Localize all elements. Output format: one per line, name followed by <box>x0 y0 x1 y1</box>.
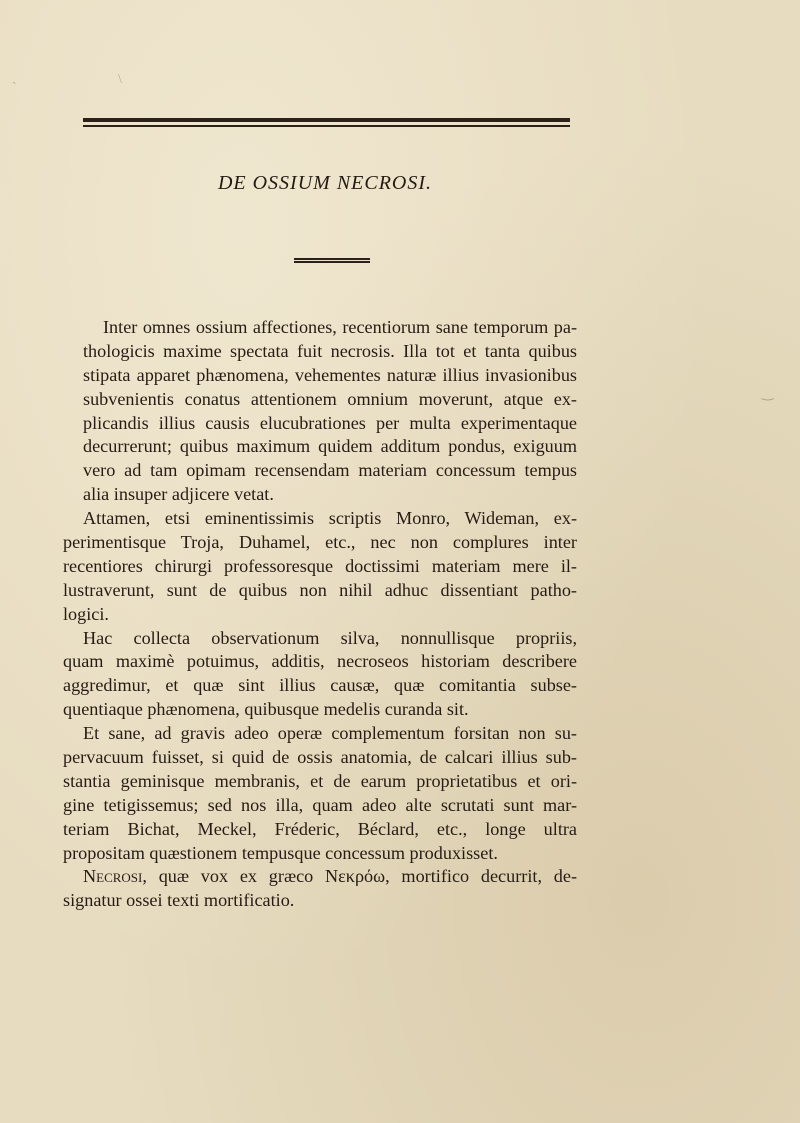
text-line: quam maximè potuimus, additis, necroseos historiam describere <box>63 651 577 672</box>
text-line: Inter omnes ossium affectiones, recentiorum sane temporum pa- <box>103 317 577 337</box>
text-line: decurrerunt; quibus maximum quidem additum pondus, exiguum <box>83 436 577 457</box>
page-speck: ˎ <box>12 70 17 85</box>
paragraph-4 <box>63 722 577 865</box>
text-line: Hac collecta observationum silva, nonnullisque propriis, <box>83 627 577 648</box>
text-line: thologicis maxime spectata fuit necrosis. Illa tot et tanta quibus <box>83 340 577 361</box>
text-line: perimentisque Troja, Duhamel, etc., nec non complures inter <box>63 532 577 553</box>
text-line: stipata apparet phænomena, vehementes naturæ illius invasionibus <box>83 364 577 385</box>
text-line: plicandis illius causis elucubrationes per multa experimentaque <box>83 412 577 433</box>
text-line: vero ad tam opimam recensendam materiam concessum tempus <box>83 460 577 481</box>
text-line: gine tetigissemus; sed nos illa, quam adeo alte scrutati sunt mar- <box>63 794 577 815</box>
page-title: DE OSSIUM NECROSI. <box>217 172 433 194</box>
lead-term: Necrosi <box>83 866 143 887</box>
text-line: lustraverunt, sunt de quibus non nihil adhuc dissentiant patho- <box>63 579 577 600</box>
body-text <box>63 316 577 913</box>
text-line: Et sane, ad gravis adeo operæ complementum forsitan non su- <box>83 723 577 744</box>
text-line: recentiores chirurgi professoresque doctissimi materiam mere il- <box>63 555 577 576</box>
paragraph-5 <box>63 865 577 913</box>
page-speck: \ <box>118 72 122 87</box>
text-line: signatur ossei texti mortificatio. <box>63 890 295 911</box>
text-line: teriam Bichat, Meckel, Fréderic, Béclard, etc., longe ultra <box>63 818 577 839</box>
text-line: pervacuum fuisset, si quid de ossis anatomia, de calcari illius sub- <box>63 747 577 768</box>
text-line: subvenientis conatus attentionem omnium moverunt, atque ex- <box>83 388 577 409</box>
text-line: quentiaque phænomena, quibusque medelis curanda sit. <box>63 699 469 720</box>
text-line <box>63 865 577 889</box>
text-line: propositam quæstionem tempusque concessum produxisset. <box>63 842 498 863</box>
text-line: logici. <box>63 603 109 624</box>
header-rule-thick <box>83 118 570 122</box>
paragraph-1 <box>63 316 577 507</box>
text-line: stantia geminisque membranis, et de earum proprietatibus et ori- <box>63 770 577 791</box>
text-line: aggredimur, et quæ sint illius causæ, quæ comitantia subse- <box>63 675 577 696</box>
text-line: Attamen, etsi eminentissimis scriptis Monro, Wideman, ex- <box>83 508 577 529</box>
paragraph-3 <box>63 627 577 723</box>
header-rule-thin <box>83 125 570 127</box>
title-separator-rule <box>294 258 370 263</box>
header-double-rule <box>83 118 570 128</box>
paragraph-2 <box>63 507 577 626</box>
text-line: alia insuper adjicere vetat. <box>83 484 274 505</box>
text-fragment: , quæ vox ex græco Νεκρόω, mortifico decurrit, de- <box>142 866 577 887</box>
page-speck: ‿ <box>762 386 774 401</box>
